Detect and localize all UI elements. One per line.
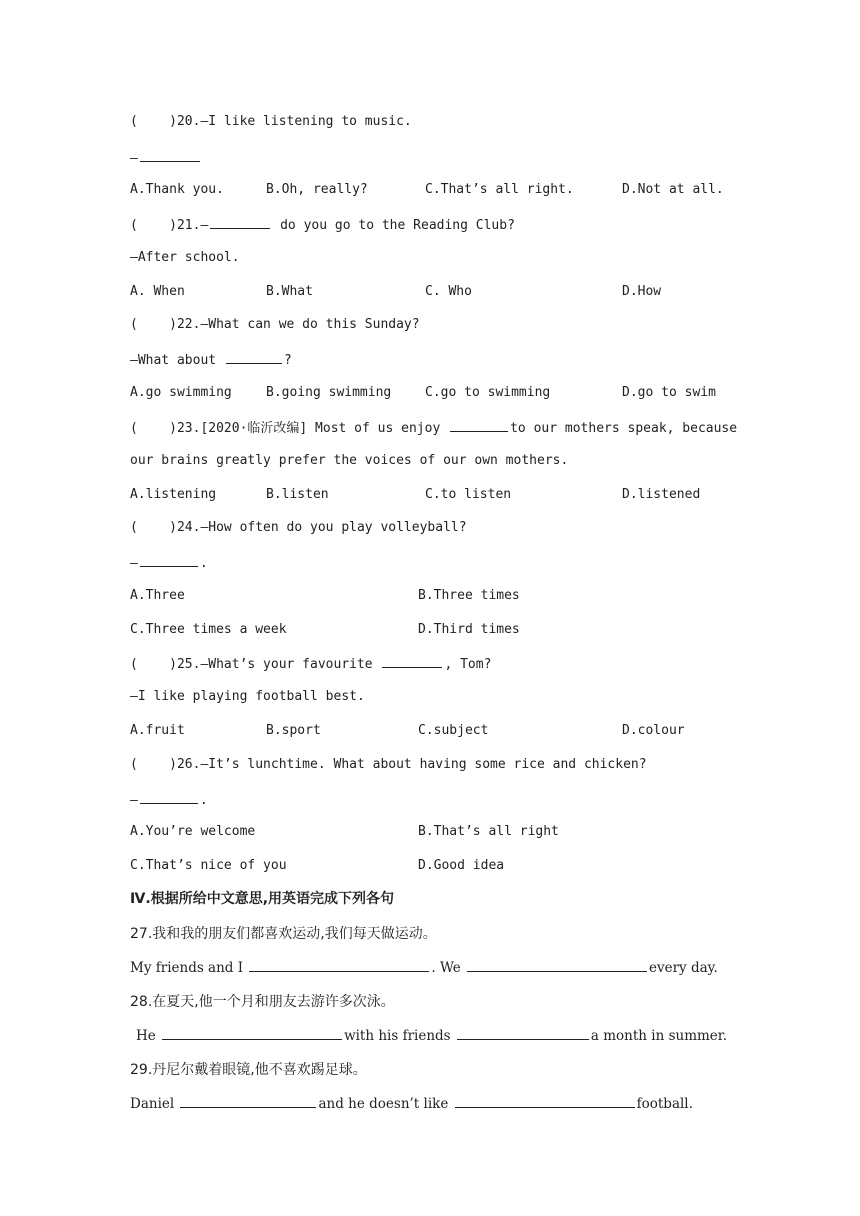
- answer-blank[interactable]: [162, 1026, 342, 1040]
- q22-option-b: B.going swimming: [266, 385, 392, 400]
- q24-stem: ( )24.—How often do you play volleyball?: [130, 520, 467, 535]
- q20-option-d: D.Not at all.: [622, 182, 724, 197]
- q24-option-d: D.Third times: [418, 622, 520, 637]
- q21-reply: —After school.: [130, 250, 240, 265]
- q23-stem-line2: our brains greatly prefer the voices of our own mothers.: [130, 453, 569, 468]
- q23-option-b: B.listen: [266, 487, 329, 502]
- q22-stem: ( )22.—What can we do this Sunday?: [130, 317, 420, 332]
- q21-option-d: D.How: [622, 284, 662, 299]
- answer-blank[interactable]: [140, 790, 198, 804]
- answer-blank[interactable]: [450, 418, 508, 432]
- q23-option-a: A.listening: [130, 487, 217, 502]
- q20-option-a: A.Thank you.: [130, 182, 224, 197]
- answer-blank[interactable]: [249, 958, 429, 972]
- q27-sentence: My friends and I . We every day.: [130, 960, 718, 976]
- q25-reply: —I like playing football best.: [130, 689, 365, 704]
- q21-option-a: A. When: [130, 284, 185, 299]
- q28-chinese: 28.在夏天,他一个月和朋友去游许多次泳。: [130, 994, 395, 1010]
- q25-option-c: C.subject: [418, 723, 489, 738]
- q22-option-a: A.go swimming: [130, 385, 232, 400]
- q22-option-d: D.go to swim: [622, 385, 716, 400]
- q23-option-d: D.listened: [622, 487, 701, 502]
- q25-option-a: A.fruit: [130, 723, 185, 738]
- q20-reply: —: [130, 148, 202, 168]
- q20-option-c: C.That’s all right.: [425, 182, 574, 197]
- q22-option-c: C.go to swimming: [425, 385, 551, 400]
- q21-option-c: C. Who: [425, 284, 472, 299]
- q26-reply: — .: [130, 790, 208, 810]
- answer-blank[interactable]: [140, 553, 198, 567]
- q24-option-b: B.Three times: [418, 588, 520, 603]
- answer-blank[interactable]: [467, 958, 647, 972]
- q27-chinese: 27.我和我的朋友们都喜欢运动,我们每天做运动。: [130, 926, 437, 942]
- q26-option-d: D.Good idea: [418, 858, 505, 873]
- q26-stem: ( )26.—It’s lunchtime. What about having some rice and chicken?: [130, 757, 647, 772]
- q24-reply: — .: [130, 553, 208, 573]
- q28-sentence: He with his friends a month in summer.: [136, 1028, 728, 1044]
- q24-option-a: A.Three: [130, 588, 185, 603]
- q26-option-b: B.That’s all right: [418, 824, 559, 839]
- q24-option-c: C.Three times a week: [130, 622, 287, 637]
- answer-blank[interactable]: [457, 1026, 589, 1040]
- q20-option-b: B.Oh, really?: [266, 182, 368, 197]
- q26-option-a: A.You’re welcome: [130, 824, 256, 839]
- q20-stem: ( )20.—I like listening to music.: [130, 114, 412, 129]
- q25-stem: ( )25.—What’s your favourite , Tom?: [130, 654, 491, 674]
- q23-option-c: C.to listen: [425, 487, 512, 502]
- answer-blank[interactable]: [210, 215, 270, 229]
- q22-reply: —What about ?: [130, 350, 292, 370]
- answer-blank[interactable]: [382, 654, 442, 668]
- q23-stem: ( )23.[2020·临沂改编] Most of us enjoy to our mothers speak, because: [130, 418, 737, 438]
- answer-blank[interactable]: [140, 148, 200, 162]
- answer-blank[interactable]: [180, 1094, 316, 1108]
- q25-option-d: D.colour: [622, 723, 685, 738]
- q21-option-b: B.What: [266, 284, 313, 299]
- q26-option-c: C.That’s nice of you: [130, 858, 287, 873]
- q21-stem: ( )21.— do you go to the Reading Club?: [130, 215, 515, 235]
- answer-blank[interactable]: [455, 1094, 635, 1108]
- section-heading: Ⅳ.根据所给中文意思,用英语完成下列各句: [130, 891, 395, 907]
- q29-sentence: Daniel and he doesn’t like football.: [130, 1096, 693, 1112]
- q29-chinese: 29.丹尼尔戴着眼镜,他不喜欢踢足球。: [130, 1062, 367, 1078]
- q25-option-b: B.sport: [266, 723, 321, 738]
- answer-blank[interactable]: [226, 350, 282, 364]
